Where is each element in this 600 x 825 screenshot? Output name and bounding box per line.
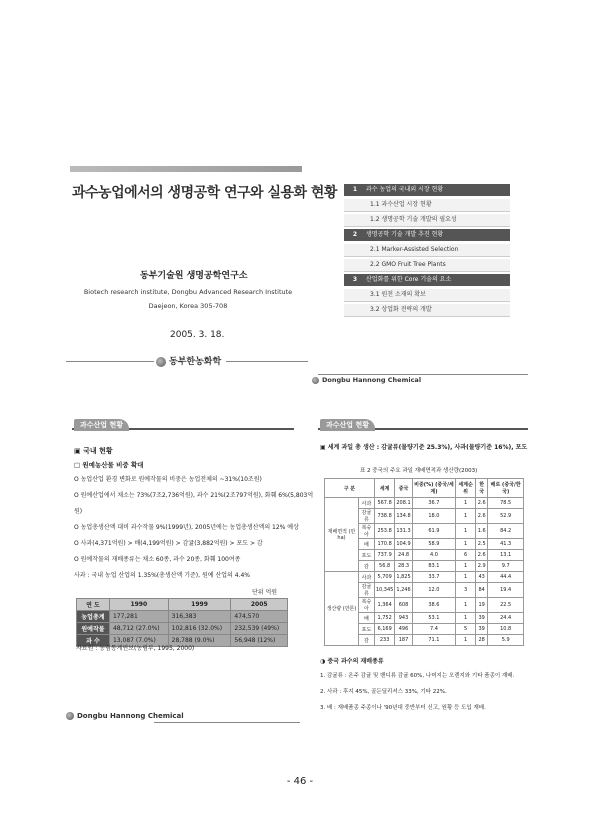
table-cell: 1 — [456, 561, 476, 572]
company-logo-en — [66, 712, 184, 720]
table-header-row — [325, 479, 524, 498]
globe-logo-icon — [66, 712, 74, 720]
table-cell: 5 — [456, 624, 476, 635]
org-english-line1: Biotech research institute, Dongbu Advanced Research Institute — [83, 288, 293, 296]
title-decoration-bar — [70, 166, 302, 172]
table-source: 자료원 : 농림통계연보(농림부, 1995, 2000) — [76, 645, 195, 652]
toc-number: 3 — [352, 276, 358, 283]
table-cell: 84 — [475, 583, 487, 598]
toc-number: 1 — [352, 186, 358, 193]
table-header-cell: 세계순위 — [456, 479, 476, 498]
row-label: 농업총계 — [77, 611, 110, 623]
table-cell: 39 — [475, 613, 487, 624]
table-cell: 2.6 — [475, 498, 487, 509]
org-korean: 동부기술원 생명공학연구소 — [140, 271, 248, 281]
list-item: 2. 사과 : 후지 45%, 골든딜리셔스 33%, 기타 22%. — [320, 689, 447, 695]
list-item: O 농업총생산액 대비 과수작물 9%(1999년), 2005년에는 농업총생산액의 12% 예상 — [74, 524, 299, 531]
row-label: 과 수 — [77, 635, 110, 647]
table-cell: 18.0 — [412, 509, 456, 524]
slide4-heading: ▣ 세계 과일 총 생산 : 감귤류(물량기준 25.3%), 사과(물량기준 16%), 포도 — [320, 444, 528, 451]
table-cell: 13,087 (7.0%) — [109, 635, 168, 647]
table-header-cell: 연 도 — [77, 599, 110, 611]
table-header-cell: 구 분 — [325, 479, 375, 498]
table-header-cell: 세계 — [374, 479, 395, 498]
table-cell: 감귤류 — [359, 509, 375, 524]
slide3-bottom-rule — [154, 722, 300, 723]
square-bullet-icon: ▣ — [320, 444, 328, 451]
table-cell: 187 — [395, 635, 412, 646]
toc-label: 과수 농업의 국내외 시장 현황 — [366, 186, 444, 193]
globe-logo-icon — [312, 377, 319, 384]
table-cell: 84.2 — [488, 524, 524, 539]
table-header-cell: 중국 — [395, 479, 412, 498]
table-cell: 포도 — [359, 624, 375, 635]
table-cell: 13.1 — [488, 550, 524, 561]
table-cell: 6,169 — [374, 624, 395, 635]
table-cell: 배 — [359, 539, 375, 550]
toc-subsection — [344, 214, 510, 227]
table-header-row — [77, 599, 288, 611]
table-header-cell: 2005 — [231, 599, 288, 611]
table-cell: 102,816 (32.0%) — [168, 623, 231, 635]
list-item: O 사과(4,371억원) > 배(4,199억원) > 감귤(3,882억원) > 포도 > 감 — [74, 540, 263, 547]
slide4-badge: 과수산업 현황 — [320, 419, 375, 431]
table-cell: 208.1 — [395, 498, 412, 509]
page-number: - 46 - — [286, 776, 314, 787]
table-row — [77, 611, 288, 623]
toc-section — [344, 229, 510, 241]
toc-label: 3.2 상업화 전략의 개발 — [370, 306, 432, 313]
table-cell: 134.8 — [395, 509, 412, 524]
table-cell: 사과 — [359, 498, 375, 509]
table-cell: 1 — [456, 613, 476, 624]
table-cell: 131.3 — [395, 524, 412, 539]
table-cell: 감귤류 — [359, 583, 375, 598]
table-cell: 474,570 — [231, 611, 288, 623]
toc-subsection — [344, 199, 510, 212]
table-cell: 24.4 — [488, 613, 524, 624]
table-cell: 10.8 — [488, 624, 524, 635]
row-label: 원예작물 — [77, 623, 110, 635]
toc-label: 2.2 GMO Fruit Tree Plants — [370, 261, 446, 268]
table-cell: 608 — [395, 598, 412, 613]
table-cell: 496 — [395, 624, 412, 635]
table-cell: 1.6 — [475, 524, 487, 539]
table-row — [325, 498, 524, 509]
table-cell: 1,825 — [395, 572, 412, 583]
table-cell: 43 — [475, 572, 487, 583]
table-row — [77, 623, 288, 635]
slide3-heading: ▣ 국내 현황 — [74, 447, 113, 455]
logo-text: 동부한농화학 — [169, 357, 222, 367]
slide3-note: 사과 : 국내 농업 산업의 1.35%(총생산액 기준), 원예 산업의 4.4% — [74, 572, 250, 579]
table-cell: 22.5 — [488, 598, 524, 613]
table-cell: 2.5 — [475, 539, 487, 550]
table-cell: 28 — [475, 635, 487, 646]
table-cell: 56.8 — [374, 561, 395, 572]
table-cell: 78.5 — [488, 498, 524, 509]
toc-label: 3.1 원천 소재의 확보 — [370, 291, 426, 298]
row-group-label: 생산량 (만톤) — [325, 572, 359, 646]
circle-bullet-icon: ◑ — [320, 658, 328, 665]
org-english-line2: Daejeon, Korea 305-708 — [148, 302, 228, 310]
table-cell: 253.8 — [374, 524, 395, 539]
table-cell: 5.9 — [488, 635, 524, 646]
table-cell: 48,712 (27.0%) — [109, 623, 168, 635]
slide3-subheading: □ 원예농산물 비중 확대 — [74, 461, 144, 469]
table-cell: 3 — [456, 583, 476, 598]
presentation-date: 2005. 3. 18. — [170, 330, 225, 340]
company-logo-en — [312, 376, 421, 384]
table-cell: 52.9 — [488, 509, 524, 524]
table-cell: 4.0 — [412, 550, 456, 561]
slide3-bullet-list — [74, 472, 314, 584]
table-cell: 56,948 (12%) — [231, 635, 288, 647]
table-cell: 19.4 — [488, 583, 524, 598]
table-cell: 배 — [359, 613, 375, 624]
toc-label: 2.1 Marker-Assisted Selection — [370, 246, 459, 253]
table-cell: 44.4 — [488, 572, 524, 583]
list-item: O 원예산업에서 채소는 73%(7조2,736억원), 과수 21%(2조797억원), 화훼 6%(5,803억원) — [74, 492, 314, 515]
table-cell: 1 — [456, 635, 476, 646]
toc-label: 1.2 생명공학 기술 개발의 필요성 — [370, 216, 457, 223]
table-cell: 28,788 (9.0%) — [168, 635, 231, 647]
list-item: 1. 감귤류 : 온주 감귤 및 밴디류 감귤 60%, 나머지는 오렌지와 기타 품종이 재배. — [320, 673, 515, 679]
table-header-cell: 배로 (중국/한국) — [488, 479, 524, 498]
square-bullet-icon: ▣ — [74, 447, 84, 455]
logo-text: Dongbu Hannong Chemical — [322, 376, 422, 384]
toc-subsection — [344, 289, 510, 302]
table-cell: 33.7 — [412, 572, 456, 583]
toc-section — [344, 274, 510, 286]
table-cell: 1 — [456, 539, 476, 550]
table-cell: 감 — [359, 635, 375, 646]
table-cell: 1 — [456, 498, 476, 509]
horticulture-table — [76, 598, 288, 647]
table-cell: 19 — [475, 598, 487, 613]
table-cell: 170.8 — [374, 539, 395, 550]
table-cell: 38.6 — [412, 598, 456, 613]
table-row — [325, 572, 524, 583]
square-bullet-icon: □ — [74, 461, 83, 469]
slide4-lines — [320, 668, 530, 716]
table-cell: 복숭아 — [359, 524, 375, 539]
logo-rule-left — [66, 361, 154, 362]
toc-label: 생명공학 기술 개발 추진 현황 — [366, 231, 444, 238]
table-cell: 71.1 — [412, 635, 456, 646]
table-cell: 1,364 — [374, 598, 395, 613]
table-cell: 28.3 — [395, 561, 412, 572]
table-cell: 9.7 — [488, 561, 524, 572]
table-cell: 1 — [456, 598, 476, 613]
table-cell: 2.9 — [475, 561, 487, 572]
table-cell: 복숭아 — [359, 598, 375, 613]
table-cell: 232,539 (49%) — [231, 623, 288, 635]
toc-subsection — [344, 244, 510, 257]
globe-logo-icon — [156, 357, 166, 367]
table-header-cell: 1990 — [109, 599, 168, 611]
table-header-cell: 1999 — [168, 599, 231, 611]
slide-title: 과수농업에서의 생명공학 연구와 실용화 현황 — [72, 185, 337, 201]
table-cell: 737.9 — [374, 550, 395, 561]
toc-label: 산업화를 위한 Core 기술의 요소 — [366, 276, 452, 283]
slide3-badge: 과수산업 현황 — [74, 419, 129, 431]
table-cell: 사과 — [359, 572, 375, 583]
table-unit: 단위 억원 — [252, 589, 278, 596]
table-cell: 58.9 — [412, 539, 456, 550]
table-cell: 41.3 — [488, 539, 524, 550]
table-cell: 39 — [475, 624, 487, 635]
table-cell: 감 — [359, 561, 375, 572]
table-cell: 943 — [395, 613, 412, 624]
slide4-subheading: ◑ 중국 과수의 재배종류 — [320, 658, 384, 665]
table-cell: 5,709 — [374, 572, 395, 583]
table-cell: 1 — [456, 572, 476, 583]
toc-subsection — [344, 304, 510, 317]
table-cell: 1 — [456, 509, 476, 524]
table-cell: 2.6 — [475, 550, 487, 561]
table-cell: 1,752 — [374, 613, 395, 624]
table-cell: 61.9 — [412, 524, 456, 539]
china-fruit-table — [324, 478, 524, 646]
table-cell: 567.8 — [374, 498, 395, 509]
table-cell: 7.4 — [412, 624, 456, 635]
table-cell: 2.6 — [475, 509, 487, 524]
list-item: 3. 배 : 재배품종 주종이나 '90년대 중반부터 신고, 원황 등 도입 재배. — [320, 705, 486, 711]
company-logo-kr — [156, 354, 221, 367]
list-item: O 원예작물의 재배종류는 채소 60종, 과수 20종, 화훼 100여종 — [74, 556, 241, 563]
table-cell: 738.8 — [374, 509, 395, 524]
slide4-table-title: 표 2 중국의 주요 과일 재배면적과 생산량(2003) — [360, 468, 478, 474]
slide2-bottom-rule — [318, 374, 528, 375]
table-cell: 104.9 — [395, 539, 412, 550]
table-cell: 53.1 — [412, 613, 456, 624]
toc-section — [344, 184, 510, 196]
table-cell: 10,345 — [374, 583, 395, 598]
table-cell: 316,383 — [168, 611, 231, 623]
table-cell: 177,281 — [109, 611, 168, 623]
table-cell: 36.7 — [412, 498, 456, 509]
logo-rule-right — [226, 361, 308, 362]
table-cell: 포도 — [359, 550, 375, 561]
toc-label: 1.1 과수산업 시장 현황 — [370, 201, 432, 208]
toc-subsection — [344, 259, 510, 272]
table-cell: 83.1 — [412, 561, 456, 572]
toc-number: 2 — [352, 231, 358, 238]
table-cell: 1 — [456, 524, 476, 539]
table-header-cell: 비중(%) (중국/세계) — [412, 479, 456, 498]
table-cell: 233 — [374, 635, 395, 646]
table-cell: 6 — [456, 550, 476, 561]
list-item: O 농업산업 환경 변화로 원예작물의 비중은 농업전체의 ~31%(10조원) — [74, 476, 262, 483]
row-group-label: 재배면적 (만ha) — [325, 498, 359, 572]
logo-text: Dongbu Hannong Chemical — [77, 712, 184, 720]
table-cell: 1,246 — [395, 583, 412, 598]
table-header-cell: 한국 — [475, 479, 487, 498]
table-cell: 24.8 — [395, 550, 412, 561]
table-cell: 12.0 — [412, 583, 456, 598]
